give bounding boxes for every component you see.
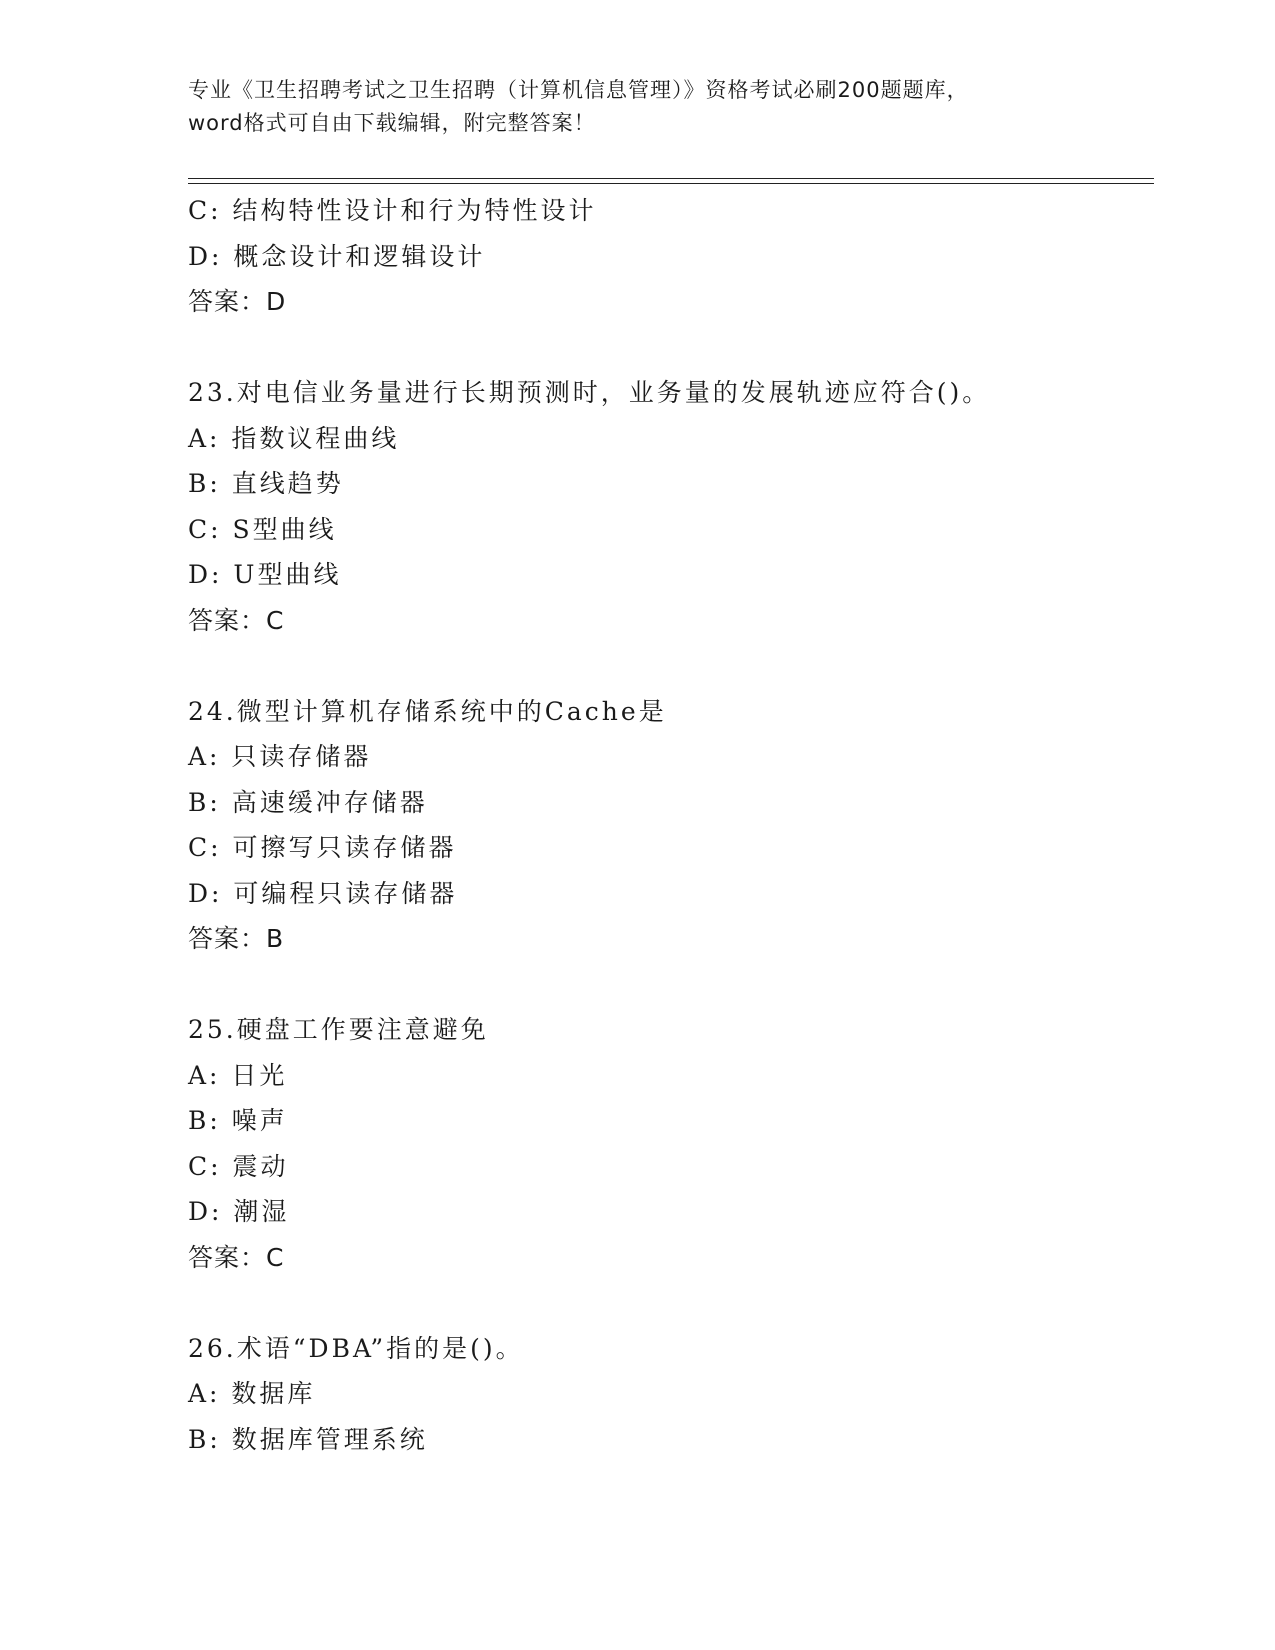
question-spacer (188, 325, 1148, 371)
option-c: C: 可擦写只读存储器 (188, 833, 457, 862)
question-stem: 23.对电信业务量进行长期预测时，业务量的发展轨迹应符合()。 (188, 378, 991, 407)
option-a: A: 指数议程曲线 (188, 423, 400, 453)
option-b: B: 数据库管理系统 (188, 1424, 428, 1454)
question-23 (188, 370, 1148, 643)
question-stem: 26.术语“DBA”指的是()。 (188, 1333, 524, 1363)
document-header (188, 74, 1088, 140)
question-25 (188, 1007, 1148, 1280)
option-a: A: 只读存储器 (188, 742, 372, 771)
option-b: B: 直线趋势 (188, 469, 344, 498)
answer-line: 答案：D (188, 287, 287, 316)
question-spacer (188, 962, 1148, 1008)
answer-line: 答案：B (188, 924, 285, 953)
question-spacer (188, 643, 1148, 689)
option-d: D: 概念设计和逻辑设计 (188, 241, 486, 271)
option-b: B: 高速缓冲存储器 (188, 787, 428, 817)
option-d: D: 可编程只读存储器 (188, 878, 458, 908)
answer-line: 答案：C (188, 1242, 285, 1272)
option-a: A: 数据库 (188, 1379, 316, 1408)
question-spacer (188, 1280, 1148, 1326)
question-partial (188, 188, 1148, 325)
option-c: C: 结构特性设计和行为特性设计 (188, 196, 597, 225)
option-c: C: S型曲线 (188, 514, 337, 544)
option-c: C: 震动 (188, 1151, 289, 1181)
question-stem: 24.微型计算机存储系统中的Cache是 (188, 696, 667, 726)
question-26 (188, 1326, 1148, 1463)
header-line-2: word格式可自由下载编辑，附完整答案！ (188, 111, 596, 135)
answer-line: 答案：C (188, 605, 285, 635)
question-list (188, 188, 1148, 1462)
option-d: D: 潮湿 (188, 1197, 290, 1226)
option-a: A: 日光 (188, 1060, 288, 1090)
question-24 (188, 689, 1148, 962)
option-d: D: U型曲线 (188, 560, 342, 589)
header-divider-top (188, 178, 1154, 179)
header-line-1: 专业《卫生招聘考试之卫生招聘（计算机信息管理）》资格考试必刷200题题库， (188, 78, 969, 102)
question-stem: 25.硬盘工作要注意避免 (188, 1015, 489, 1044)
header-divider-bottom (188, 183, 1154, 184)
option-b: B: 噪声 (188, 1106, 288, 1135)
